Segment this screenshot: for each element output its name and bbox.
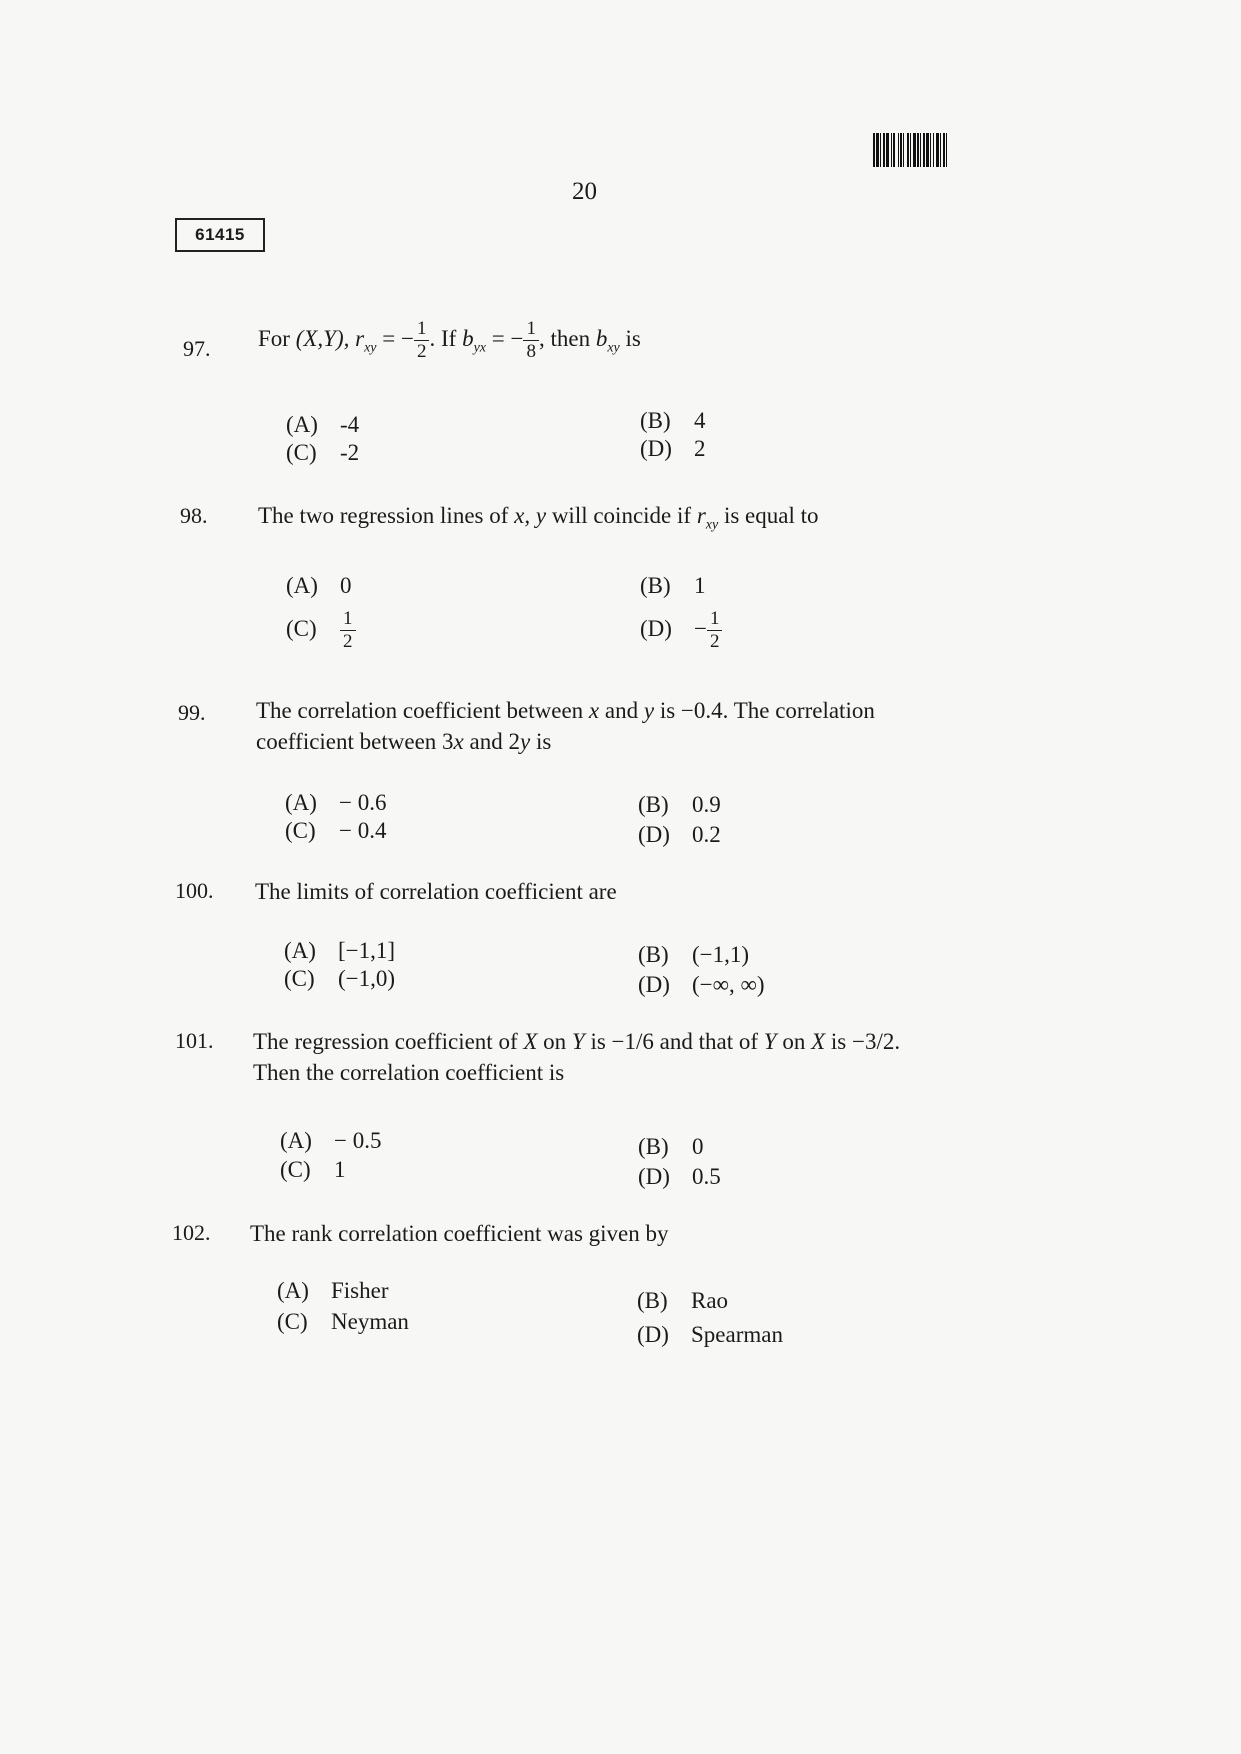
q98-option-a: (A) 0: [286, 573, 352, 598]
q101-option-c: (C) 1: [280, 1157, 346, 1182]
q98-option-d: (D) − $\frac{1}{2}$: [640, 608, 722, 653]
q100-option-d: (D) (−∞, ∞): [638, 972, 765, 997]
question-number-101: 101.: [175, 1028, 214, 1053]
q99-option-a: (A) − 0.6: [285, 790, 387, 815]
q98-option-b: (B) 1: [640, 573, 706, 598]
q101-option-a: (A) − 0.5: [280, 1128, 382, 1153]
q102-option-c: (C) Neyman: [277, 1309, 409, 1334]
question-98-stem: The two regression lines of x, y will coincide if $r_{xy}$ is equal to: [258, 503, 819, 533]
q101-option-b: (B) 0: [638, 1134, 704, 1159]
question-101-stem: The regression coefficient of X on Y is −1/6 and that of Y on X is −3/2. Then the correlation coefficient is: [253, 1029, 901, 1085]
q98-option-c: (C) $\frac{1}{2}$: [286, 608, 356, 653]
page-number: 20: [572, 178, 597, 205]
question-number-102: 102.: [172, 1220, 211, 1245]
q99-option-c: (C) − 0.4: [285, 818, 387, 843]
fraction-one-half: $\frac{1}{2}$: [414, 318, 430, 363]
q100-option-c: (C) (−1,0): [284, 966, 396, 991]
question-number-99: 99.: [178, 700, 206, 725]
question-number-100: 100.: [175, 878, 214, 903]
q100-option-a: (A) [−1,1]: [284, 938, 396, 963]
q97-option-d: (D) 2: [640, 436, 706, 461]
question-100-stem: The limits of correlation coefficient are: [255, 879, 617, 904]
q97-option-b: (B) 4: [640, 408, 706, 433]
question-number-97: 97.: [183, 336, 211, 361]
q101-option-d: (D) 0.5: [638, 1164, 721, 1189]
q102-option-b: (B) Rao: [637, 1288, 729, 1313]
fraction-one-half: $\frac{1}{2}$: [340, 608, 356, 653]
q97-option-c: (C) -2: [286, 440, 360, 465]
fraction-one-half: $\frac{1}{2}$: [707, 608, 723, 653]
q99-option-d: (D) 0.2: [638, 822, 721, 847]
barcode: [873, 133, 1033, 167]
q102-option-d: (D) Spearman: [637, 1322, 783, 1347]
question-97-stem: For (X,Y), $r_{xy}$ = − $\frac{1}{2}$ . If $b_{yx}$ = − $\frac{1}{8}$ , then $b_{xy}$ is: [258, 318, 641, 362]
paper-code-box: 61415: [175, 218, 265, 252]
q99-option-b: (B) 0.9: [638, 792, 721, 817]
question-99-stem: The correlation coefficient between x and y is −0.4. The correlation coefficient between 3x and 2y is: [256, 698, 875, 754]
fraction-one-eighth: $\frac{1}{8}$: [523, 318, 539, 363]
q102-option-a: (A) Fisher: [277, 1278, 389, 1303]
question-102-stem: The rank correlation coefficient was given by: [250, 1221, 669, 1246]
question-number-98: 98.: [180, 503, 208, 528]
q100-option-b: (B) (−1,1): [638, 942, 750, 967]
q97-option-a: (A) -4: [286, 412, 360, 437]
barcode-stripe: [947, 133, 950, 167]
